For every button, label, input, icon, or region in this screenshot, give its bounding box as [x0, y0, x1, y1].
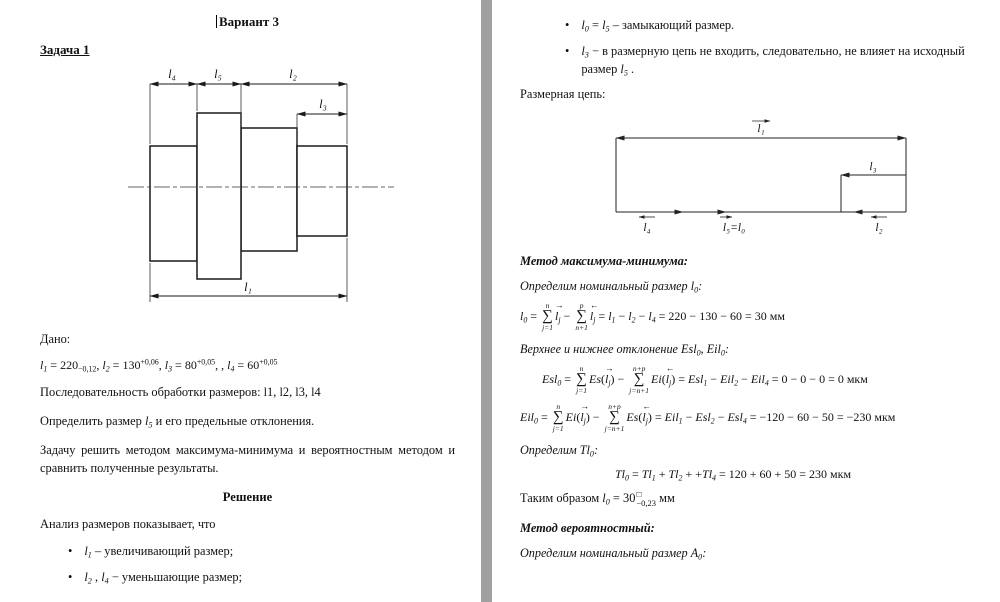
given-values: $l_1 = 220_{-0,12}$, $l_2 = 130^{+0,06}$, $l_3 = 80^{+0,05}$, , $l_4 = 60^{+0,05}$ [40, 357, 278, 374]
list-item-text: $l_0 = l_5$ – замыкающий размер. [581, 18, 735, 34]
list-item [565, 16, 966, 35]
tolerance-label: Верхнее и нижнее отклонение Esl$_0$, Eil$_0$: [520, 341, 730, 358]
list-item-text: $l_1$ – увеличивающий размер; [84, 544, 234, 560]
chain-labels [643, 123, 882, 234]
chain-label-l1: l₁ [757, 122, 765, 135]
page-divider [481, 0, 492, 602]
part-segment [197, 113, 241, 279]
method-minmax-heading: Метод максимума-минимума: [520, 253, 688, 268]
part-segment [150, 146, 197, 261]
objective-text: Определить размер $l_5$ и его предельные отклонения. [40, 414, 315, 430]
dim-label-l3: l₃ [319, 97, 327, 111]
dim-label-l5: l₅ [214, 67, 222, 81]
step-nominal-label: Определим номинальный размер $l_0$: [520, 278, 703, 295]
chain-label-l3: l₃ [869, 160, 877, 173]
prob-step-label: Определим номинальный размер $A_0$: [520, 546, 707, 562]
bullet-marker: • [565, 18, 570, 32]
bullet-marker: • [565, 43, 570, 58]
chain-label-l5-l0: l₅=l₀ [722, 221, 746, 234]
stepped-shaft-drawing [122, 64, 407, 316]
analysis-list [68, 542, 455, 586]
variant-heading [40, 14, 455, 30]
solution-heading: Решение [222, 490, 273, 505]
dimension-chain [520, 116, 966, 241]
part-segment [241, 128, 297, 251]
formula-nominal: $l_0$ = n ∑ j=1 → $l_j$ − p ∑ n+1 ← $l_j = l_1 - l_2 - l_4 = 220 - 130 - 60 = 30$ мм [520, 302, 966, 332]
method-note: Задачу решить методом максимума-минимума и вероятностным методом и сравнить полученные результаты. [40, 443, 455, 476]
text-cursor [216, 15, 217, 28]
part-drawing [40, 64, 455, 316]
list-item [68, 568, 455, 587]
formula-es: Esl$_0$ = n ∑ j=1 $Es(\to l_j)$ − n+p ∑ j=n+1 Ei(← $l_j) = Esl_1 - Eil_2 - Eil_4 = 0 - 0 - 0 = 0$ мкм [542, 365, 966, 395]
part-outline [150, 113, 347, 279]
bullet-marker: • [68, 569, 73, 584]
list-item-text: $l_2$ , $l_4$ − уменьшающие размер; [84, 569, 243, 586]
chain-label-l4: l₄ [643, 221, 651, 234]
bullet-marker: • [68, 544, 73, 559]
task-heading: Задача 1 [40, 42, 90, 57]
list-item [68, 542, 455, 561]
dim-label-l2: l₂ [289, 67, 297, 81]
vector-arrows [639, 121, 887, 217]
chain-label-l2: l₂ [875, 221, 883, 234]
step-t-label: Определим $Tl_0$: [520, 442, 599, 459]
result-text: Таким образом $l_0 = 30$ □ −0,23 мм [520, 489, 675, 509]
analysis-list-continued [565, 16, 966, 79]
dim-label-l1: l₁ [244, 280, 252, 294]
formula-t: $Tl_0 = Tl_1 + Tl_2 + +Tl_4 = 120 + 60 + 50 = 230$ мкм [615, 466, 852, 483]
part-segment [297, 146, 347, 236]
dimension-chain-diagram [558, 116, 958, 241]
chain-links [616, 138, 906, 212]
page-right [492, 0, 1000, 602]
given-label: Дано: [40, 332, 71, 346]
variant-title-text: Вариант 3 [218, 14, 280, 29]
list-item [565, 42, 966, 79]
page-left [0, 0, 481, 602]
analysis-intro: Анализ размеров показывает, что [40, 517, 216, 532]
method-prob-heading: Метод вероятностный: [520, 521, 655, 536]
sequence-text: Последовательность обработки размеров: l1, l2, l3, l4 [40, 385, 321, 400]
chain-heading: Размерная цепь: [520, 86, 606, 101]
dim-label-l4: l₄ [168, 67, 176, 81]
formula-ei: Eil$_0$ = n ∑ j=1 $Ei(\to l_j)$ − n+p ∑ j=n+1 Es(← $l_j) = Eil_1 - Esl_2 - Esl_4 = -120 - 60 - 50 = -230$ мкм [520, 403, 966, 433]
list-item-text: $l_3 - в$ размерную цепь не входить, следовательно, не влияет на исходный размер $l_5$ . [581, 43, 965, 78]
